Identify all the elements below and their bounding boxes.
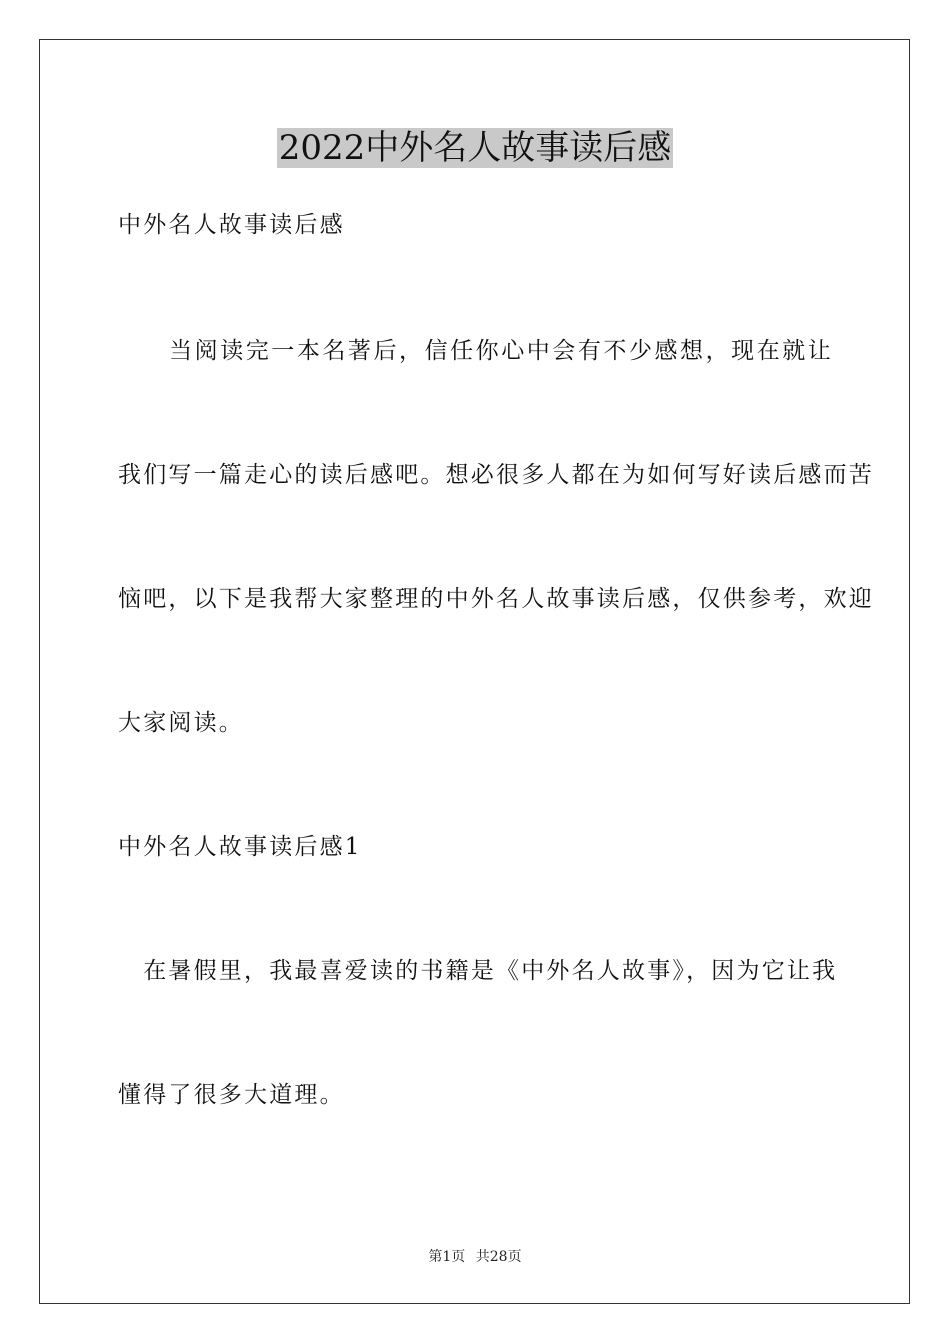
document-title: 2022中外名人故事读后感	[278, 128, 672, 168]
paragraph-line-3: 恼吧，以下是我帮大家整理的中外名人故事读后感，仅供参考，欢迎	[118, 586, 874, 612]
total-pages: 共28页	[475, 1249, 522, 1265]
page-number: 第1页	[428, 1249, 466, 1265]
paragraph-line-4: 大家阅读。	[118, 710, 244, 736]
section-heading: 中外名人故事读后感1	[118, 834, 362, 860]
paragraph-line-2: 我们写一篇走心的读后感吧。想必很多人都在为如何写好读后感而苦	[118, 462, 874, 488]
page-footer	[0, 1248, 950, 1266]
paragraph-line-5: 在暑假里，我最喜爱读的书籍是《中外名人故事》，因为它让我	[118, 958, 838, 984]
paragraph-line-6: 懂得了很多大道理。	[118, 1082, 345, 1108]
paragraph-line-1: 当阅读完一本名著后，信任你心中会有不少感想，现在就让	[118, 338, 833, 364]
title-container	[0, 128, 950, 168]
subtitle-line: 中外名人故事读后感	[118, 212, 345, 238]
